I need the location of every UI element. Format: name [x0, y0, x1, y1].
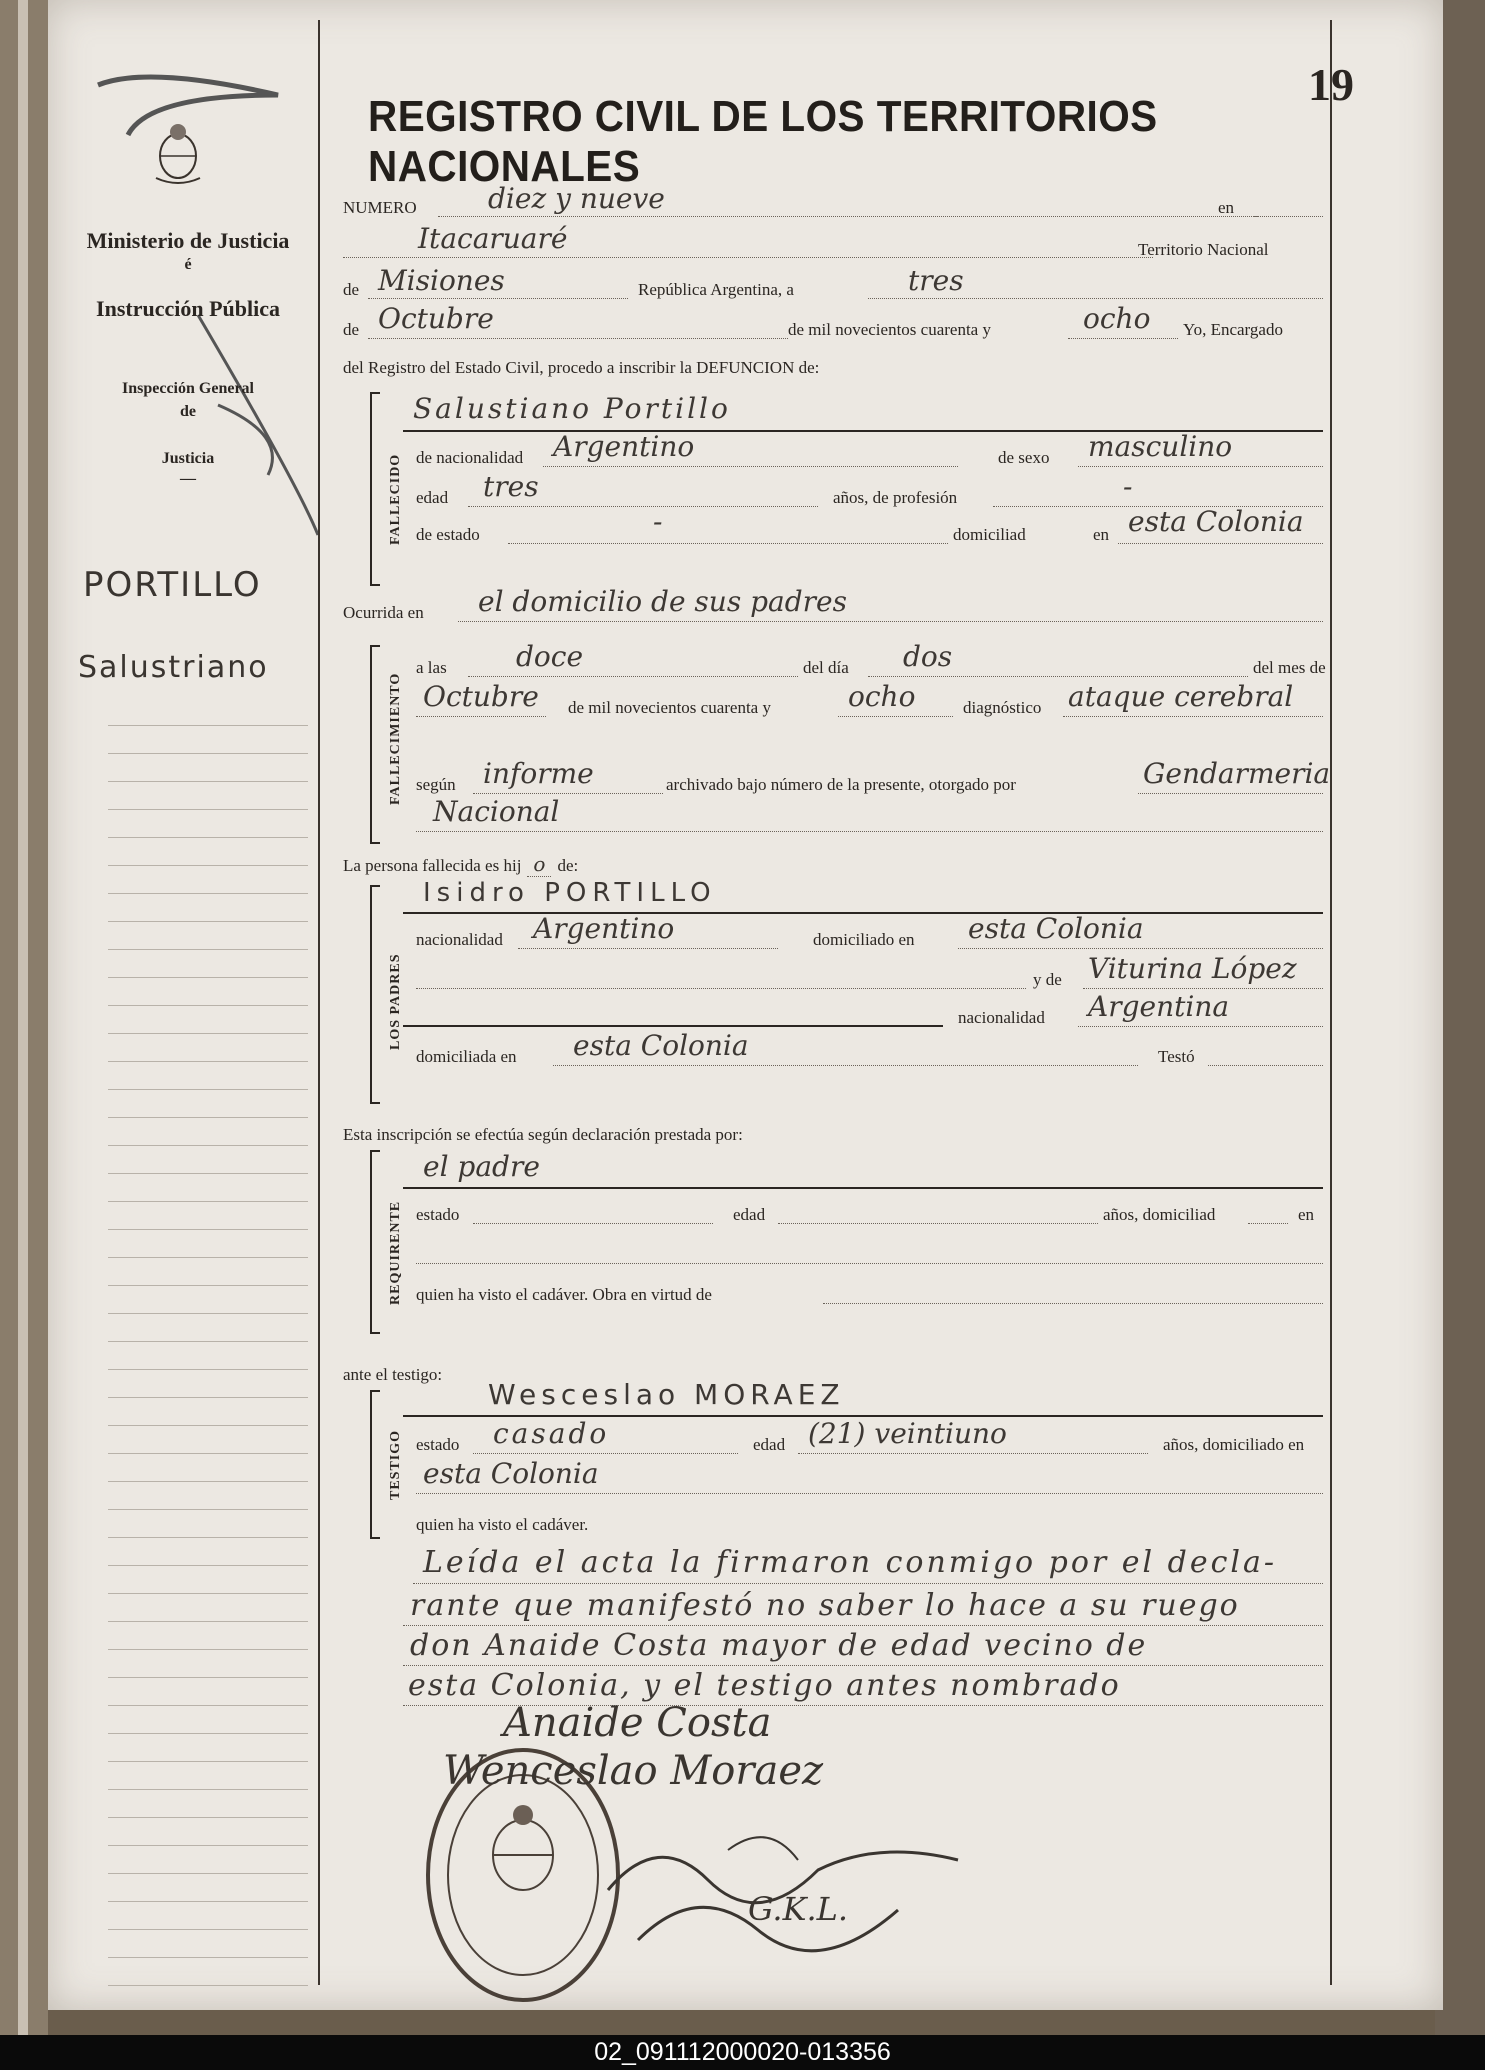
label-quien-visto-2: quien ha visto el cadáver.: [416, 1515, 589, 1534]
rule-declarante: [403, 1187, 1323, 1189]
value-anio-fallec: ocho: [848, 680, 916, 713]
margin-ruled-line: [108, 1257, 308, 1258]
register-page: [48, 0, 1443, 2010]
margin-ruled-line: [108, 1369, 308, 1370]
label-estado-req: estado: [416, 1205, 460, 1224]
value-madre-nac: Argentina: [1088, 990, 1230, 1023]
margin-given-name: Salustriano: [78, 650, 269, 685]
dots-otorgado: [1138, 792, 1323, 794]
side-label-padres: LOS PADRES: [388, 953, 403, 1050]
dots-edad: [468, 505, 818, 507]
label-archivado: archivado bajo número de la presente, otorgado por: [666, 775, 1016, 794]
value-mes-fallec: Octubre: [423, 680, 539, 713]
value-padre-nac: Argentino: [533, 912, 675, 945]
dots-mes-fallec: [416, 715, 546, 717]
inspection-line3: Justicia: [161, 450, 215, 467]
value-testigo: Wesceslao MORAEZ: [488, 1378, 845, 1411]
side-label-requirente: REQUIRENTE: [388, 1200, 403, 1305]
label-a-las: a las: [416, 658, 447, 677]
value-nacionalidad: Argentino: [553, 430, 695, 463]
value-madre-dom: esta Colonia: [573, 1029, 749, 1062]
side-label-fallecido: FALLECIDO: [388, 453, 403, 545]
dots-madre-nac: [1078, 1025, 1323, 1027]
value-hora: doce: [516, 640, 584, 673]
label-esta-inscripcion: Esta inscripción se efectúa según declaración prestada por:: [343, 1125, 743, 1144]
ministry-line1: Ministerio de Justicia: [86, 228, 290, 253]
right-vertical-rule: [1330, 20, 1332, 1985]
margin-ruled-line: [108, 1565, 308, 1566]
margin-ruled-line: [108, 1341, 308, 1342]
dots-anio-fallec: [838, 715, 953, 717]
note-line-3: don Anaide Costa mayor de edad vecino de: [410, 1628, 1148, 1663]
dots-territorio: [368, 297, 628, 299]
value-padre-dom: esta Colonia: [968, 912, 1144, 945]
label-segun: según: [416, 775, 456, 794]
label-estado-testigo: estado: [416, 1435, 460, 1454]
dots-padre-nac: [518, 947, 778, 949]
value-hijo-suffix: o: [527, 852, 551, 877]
margin-ruled-line: [108, 893, 308, 894]
bracket-testigo: [370, 1390, 380, 1539]
value-domicilio: esta Colonia: [1128, 505, 1304, 538]
bracket-padres: [370, 885, 380, 1104]
margin-ruled-line: [108, 1005, 308, 1006]
label-de-mes: de: [343, 320, 360, 339]
document-title: REGISTRO CIVIL DE LOS TERRITORIOS NACIONALES: [368, 92, 1158, 191]
value-diagnostico: ataque cerebral: [1068, 680, 1294, 713]
signature-official: G.K.L.: [748, 1890, 849, 1928]
side-label-testigo: TESTIGO: [388, 1429, 403, 1500]
dots-mes: [368, 337, 788, 339]
dots-dia: [868, 297, 1323, 299]
value-numero: diez y nueve: [488, 182, 665, 215]
margin-ruled-line: [108, 725, 308, 726]
dots-numero: [438, 215, 1258, 217]
margin-surname: PORTILLO: [83, 565, 262, 605]
dots-estado-testigo: [473, 1452, 738, 1454]
margin-ruled-line: [108, 1677, 308, 1678]
label-nacionalidad-padre: nacionalidad: [416, 930, 503, 949]
bracket-fallecimiento: [370, 645, 380, 844]
margin-ruled-line: [108, 1901, 308, 1902]
ministry-line2: é: [184, 256, 192, 273]
margin-ruled-line: [108, 921, 308, 922]
margin-ruled-line: [108, 1845, 308, 1846]
margin-ruled-line: [108, 949, 308, 950]
margin-ruled-line: [108, 781, 308, 782]
label-estado: de estado: [416, 525, 480, 544]
dots-hora: [468, 675, 798, 677]
value-testigo-edad: (21) veintiuno: [808, 1417, 1007, 1450]
margin-ruled-line: [108, 1285, 308, 1286]
value-nombre: Salustiano Portillo: [413, 392, 731, 425]
value-testigo-dom: esta Colonia: [423, 1457, 599, 1490]
page-number: 19: [1308, 59, 1354, 110]
label-hij: La persona fallecida es hij: [343, 856, 522, 875]
margin-ruled-line: [108, 1229, 308, 1230]
signature-scribble: [598, 1810, 978, 1970]
left-margin: [48, 0, 318, 2010]
label-y-de: y de: [1033, 970, 1062, 989]
label-edad-req: edad: [733, 1205, 766, 1224]
label-mil-novecientos-2: de mil novecientos cuarenta y: [568, 698, 771, 717]
value-profesion: -: [1123, 470, 1133, 503]
value-sexo: masculino: [1088, 430, 1233, 463]
dots-note-2: [403, 1624, 1323, 1626]
margin-ruled-line: [108, 1145, 308, 1146]
value-edad: tres: [483, 470, 539, 503]
label-republica: República Argentina, a: [638, 280, 794, 299]
label-en-domicilio: en: [1093, 525, 1110, 544]
label-nacionalidad-madre: nacionalidad: [958, 1008, 1045, 1027]
label-nacionalidad: de nacionalidad: [416, 448, 524, 467]
dots-madre: [1083, 987, 1323, 989]
image-id-footer: 02_091112000020-013356: [0, 2035, 1485, 2070]
margin-ruled-line: [108, 1761, 308, 1762]
dots-sexo: [1078, 465, 1323, 467]
signature-wenceslao-moraez: Wenceslao Moraez: [443, 1748, 824, 1794]
label-sexo: de sexo: [998, 448, 1050, 467]
margin-ruled-line: [108, 1705, 308, 1706]
dots-otorgado2: [416, 830, 1323, 832]
value-mes: Octubre: [378, 302, 494, 335]
label-testo: Testó: [1158, 1047, 1195, 1066]
label-edad-testigo: edad: [753, 1435, 786, 1454]
margin-ruled-line: [108, 1537, 308, 1538]
dots-blank-padre: [416, 987, 1026, 989]
rule-madre: [403, 1025, 943, 1027]
margin-ruled-line: [108, 1481, 308, 1482]
label-domiciliado-padre: domiciliado en: [813, 930, 915, 949]
margin-ruled-line: [108, 1789, 308, 1790]
left-vertical-rule: [318, 20, 320, 1985]
value-dia-fallec: dos: [903, 640, 953, 673]
margin-ruled-line: [108, 1593, 308, 1594]
dots-dom-testigo: [416, 1492, 1323, 1494]
bracket-fallecido: [370, 392, 380, 586]
label-del-registro: del Registro del Estado Civil, procedo a inscribir la DEFUNCION de:: [343, 358, 820, 377]
label-edad: edad: [416, 488, 449, 507]
value-estado: -: [653, 505, 663, 538]
margin-ruled-line: [108, 1985, 308, 1986]
label-mil-novecientos: de mil novecientos cuarenta y: [788, 320, 991, 339]
label-territorio: Territorio Nacional: [1138, 240, 1269, 259]
dots-edad-req: [778, 1222, 1098, 1224]
margin-ruled-line: [108, 1117, 308, 1118]
inspection-line2: de: [180, 403, 196, 420]
value-dia: tres: [908, 264, 964, 297]
note-line-2: rante que manifestó no saber lo hace a su ruego: [410, 1588, 1240, 1623]
ministry-line3: Instrucción Pública: [96, 296, 280, 321]
dots-blank-req: [416, 1262, 1323, 1264]
margin-ruled-line: [108, 1929, 308, 1930]
label-del-dia: del día: [803, 658, 849, 677]
note-line-4: esta Colonia, y el testigo antes nombrado: [408, 1668, 1121, 1703]
margin-ruled-line: [108, 977, 308, 978]
bracket-requirente: [370, 1150, 380, 1334]
margin-ruled-line: [108, 809, 308, 810]
label-domiciliado: domiciliad: [953, 525, 1026, 544]
label-ocurrida: Ocurrida en: [343, 603, 424, 622]
dots-testo: [1208, 1064, 1323, 1066]
label-domiciliada: domiciliada en: [416, 1047, 517, 1066]
dots-madre-dom: [553, 1064, 1138, 1066]
margin-ruled-line: [108, 1621, 308, 1622]
dots-dom-req: [1248, 1222, 1288, 1224]
value-declarante: el padre: [423, 1150, 540, 1183]
margin-ruled-line: [108, 1201, 308, 1202]
dots-nacionalidad: [543, 465, 958, 467]
value-anio: ocho: [1083, 302, 1151, 335]
dots-anio: [1068, 337, 1178, 339]
margin-ruled-line: [108, 837, 308, 838]
book-spine-left: [0, 0, 48, 2035]
label-de-territorio: de: [343, 280, 360, 299]
label-persona-fallecida: [343, 852, 578, 876]
margin-ruled-line: [108, 1453, 308, 1454]
margin-ruled-line: [108, 1873, 308, 1874]
label-ante-testigo: ante el testigo:: [343, 1365, 443, 1384]
label-del-mes: del mes de: [1253, 658, 1326, 677]
dots-note-1: [413, 1582, 1323, 1584]
value-ocurrida: el domicilio de sus padres: [478, 585, 847, 618]
dots-edad-testigo: [798, 1452, 1148, 1454]
margin-ruled-line: [108, 1061, 308, 1062]
dots-domicilio: [1118, 542, 1323, 544]
margin-ruled-line: [108, 1957, 308, 1958]
note-line-1: Leída el acta la firmaron conmigo por el decla-: [423, 1545, 1278, 1580]
value-segun: informe: [483, 757, 594, 790]
margin-ruled-line: [108, 865, 308, 866]
label-yo-encargado: Yo, Encargado: [1183, 320, 1283, 339]
signature-anaide-costa: Anaide Costa: [503, 1700, 772, 1746]
margin-ruled-line: [108, 1397, 308, 1398]
value-otorgado: Gendarmeria: [1143, 757, 1331, 790]
label-anos-domiciliado-testigo: años, domiciliado en: [1163, 1435, 1305, 1454]
margin-ruled-line: [108, 1425, 308, 1426]
value-padre: Isidro PORTILLO: [423, 878, 717, 908]
label-de-colon: de:: [557, 856, 579, 875]
label-anos-profesion: años, de profesión: [833, 488, 958, 507]
label-numero: NUMERO: [343, 198, 417, 217]
label-anos-domicilio-req: años, domiciliad: [1103, 1205, 1216, 1224]
dots-estado-req: [473, 1222, 713, 1224]
label-en-req: en: [1298, 1205, 1315, 1224]
margin-ruled-line: [108, 1173, 308, 1174]
label-en: en: [1218, 198, 1235, 217]
value-testigo-estado: casado: [493, 1417, 610, 1450]
dots-virtud: [823, 1302, 1323, 1304]
inspection-dash: —: [180, 470, 196, 487]
dots-dia-fallec: [868, 675, 1248, 677]
margin-ruled-line: [108, 753, 308, 754]
dots-note-3: [403, 1664, 1323, 1666]
inspection-line1: Inspección General: [122, 380, 254, 397]
value-madre: Viturina López: [1088, 952, 1297, 985]
dots-lugar: [343, 256, 1153, 258]
dots-en: [1253, 215, 1323, 217]
dots-ocurrida: [458, 620, 1323, 622]
margin-ruled-line: [108, 1509, 308, 1510]
dots-diagnostico: [1063, 715, 1323, 717]
margin-ruled-line: [108, 1313, 308, 1314]
side-label-fallecimiento: FALLECIMIENTO: [388, 672, 403, 805]
margin-ruled-line: [108, 1733, 308, 1734]
dots-estado: [508, 542, 948, 544]
label-diagnostico: diagnóstico: [963, 698, 1042, 717]
margin-ruled-line: [108, 1817, 308, 1818]
dots-padre-dom: [958, 947, 1323, 949]
margin-ruled-line: [108, 1089, 308, 1090]
dots-segun: [473, 792, 663, 794]
margin-ruled-line: [108, 1033, 308, 1034]
value-lugar: Itacaruaré: [418, 222, 568, 255]
label-quien-visto: quien ha visto el cadáver. Obra en virtud de: [416, 1285, 712, 1304]
value-otorgado2: Nacional: [433, 795, 560, 828]
margin-ruled-line: [108, 1649, 308, 1650]
value-territorio: Misiones: [378, 264, 505, 297]
